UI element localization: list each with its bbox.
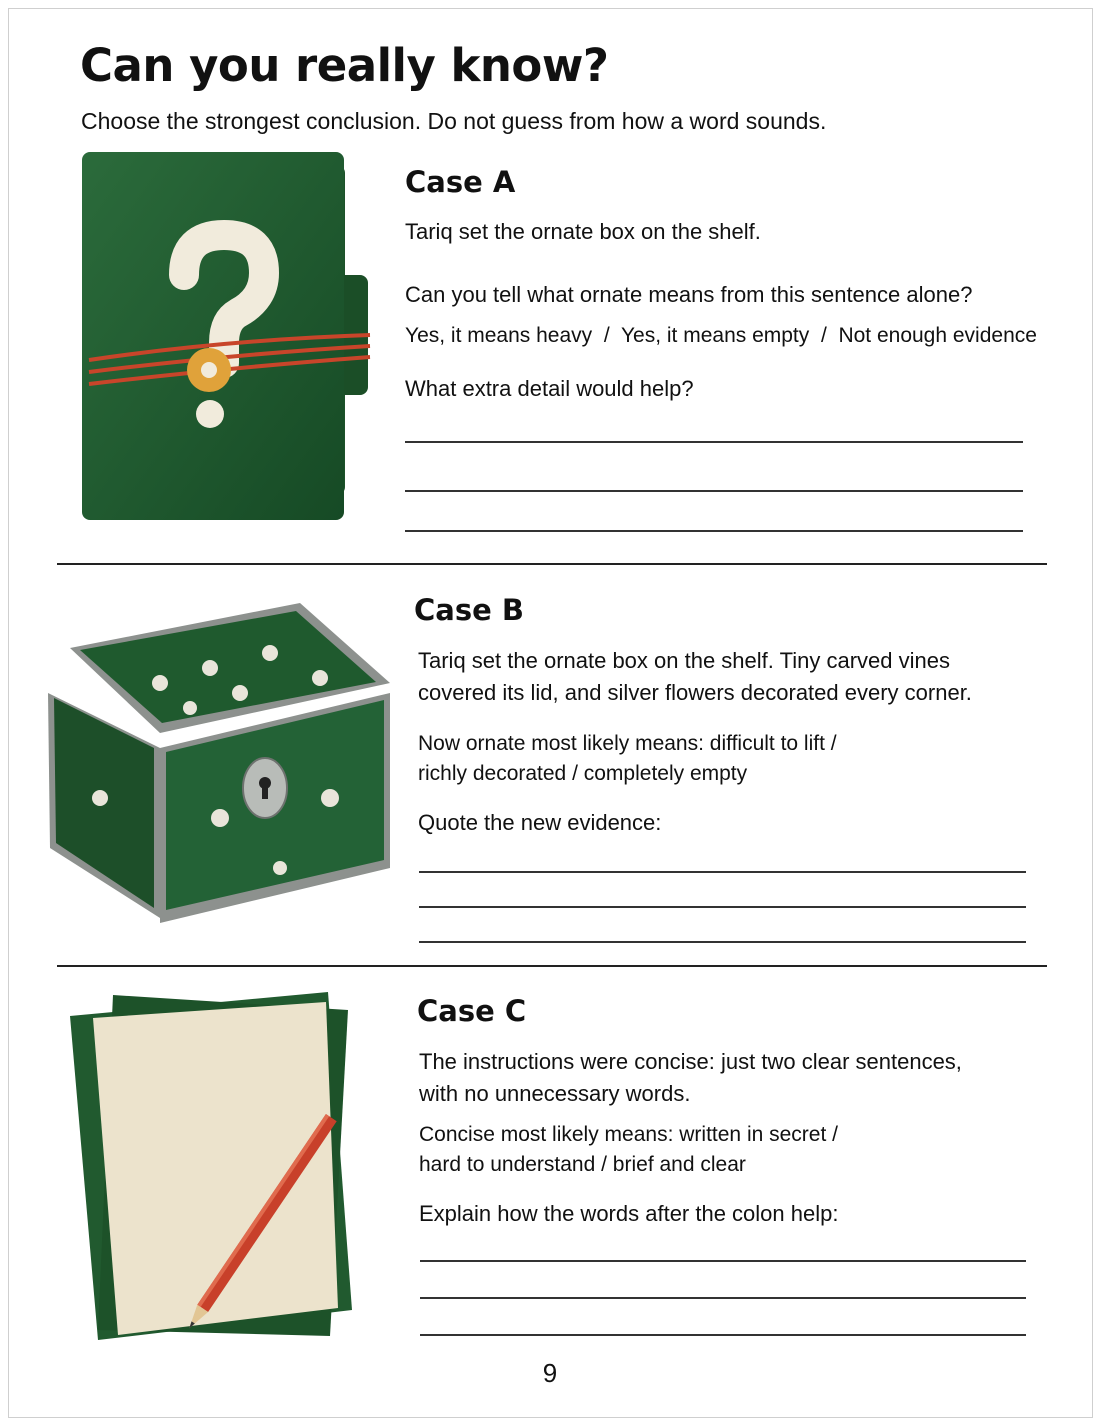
- case-a-sentence: Tariq set the ornate box on the shelf.: [405, 219, 761, 244]
- case-b-answer-line[interactable]: [419, 871, 1026, 873]
- case-b-sentence: Tariq set the ornate box on the shelf. Tiny carved vines covered its lid, and silver flowers decorated every corner.: [418, 648, 972, 705]
- case-a-answer-line[interactable]: [405, 441, 1023, 443]
- case-c-sentence: The instructions were concise: just two clear sentences, with no unnecessary words.: [419, 1049, 962, 1106]
- case-c-options: Concise most likely means: written in secret / hard to understand / brief and clear: [419, 1123, 838, 1176]
- case-b-answer-line[interactable]: [419, 941, 1026, 943]
- case-c-answer-line[interactable]: [420, 1260, 1026, 1262]
- folder-question-illustration: [74, 150, 374, 530]
- ornate-box-illustration: [40, 598, 400, 943]
- case-c-heading: Case C: [417, 994, 527, 1028]
- case-c-prompt: Explain how the words after the colon help:: [419, 1201, 839, 1226]
- page-title: Can you really know?: [80, 39, 609, 92]
- case-a-answer-line[interactable]: [405, 530, 1023, 532]
- page-number: 9: [542, 1358, 558, 1388]
- section-divider: [57, 965, 1047, 967]
- case-a-question: Can you tell what ornate means from this sentence alone?: [405, 282, 973, 307]
- case-c-answer-line[interactable]: [420, 1334, 1026, 1336]
- case-a-answer-line[interactable]: [405, 490, 1023, 492]
- case-a-prompt: What extra detail would help?: [405, 376, 694, 401]
- paper-pencil-illustration: [68, 990, 368, 1345]
- case-b-options: Now ornate most likely means: difficult to lift / richly decorated / completely empty: [418, 732, 837, 785]
- case-a-heading: Case A: [405, 165, 516, 199]
- case-b-prompt: Quote the new evidence:: [418, 810, 662, 835]
- section-divider: [57, 563, 1047, 565]
- case-a-options: Yes, it means heavy / Yes, it means empty / Not enough evidence: [405, 324, 1037, 347]
- page-subtitle: Choose the strongest conclusion. Do not guess from how a word sounds.: [81, 108, 827, 134]
- case-b-answer-line[interactable]: [419, 906, 1026, 908]
- case-c-answer-line[interactable]: [420, 1297, 1026, 1299]
- case-b-heading: Case B: [414, 593, 524, 627]
